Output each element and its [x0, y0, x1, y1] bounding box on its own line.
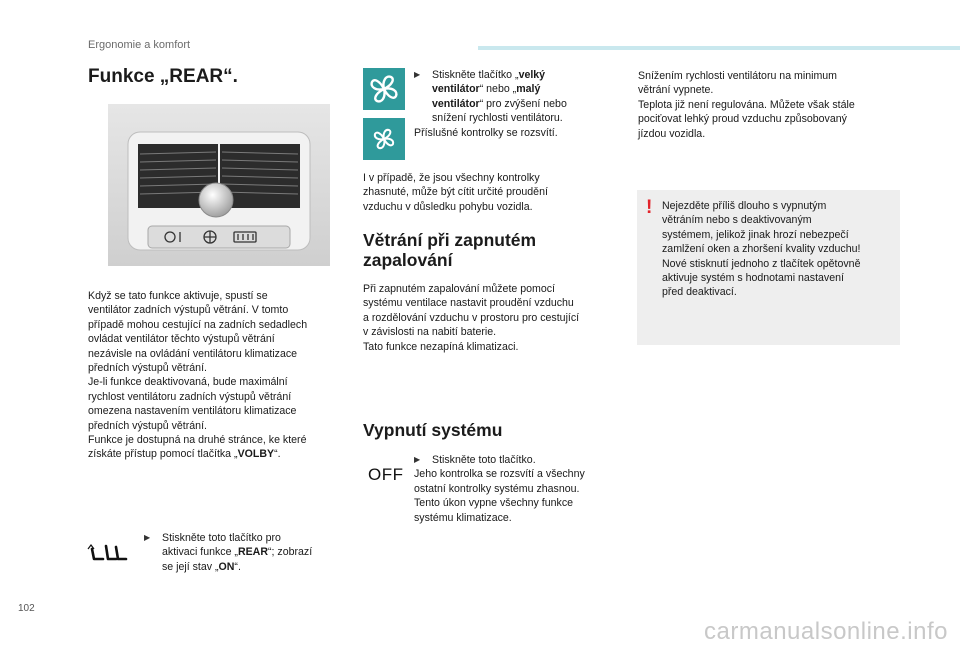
ventilation-description: Při zapnutém zapalování můžete pomocí systému ventilace nastavit proudění vzduchu a rozdělování vzduchu v prostoru pro cestující v závislosti na nabití baterie. Tato funkce nezapíná klimatizaci.: [363, 283, 580, 353]
rear-bullet: ▶ Stiskněte toto tlačítko pro aktivaci funkce „REAR“; zobrazí se její stav „ON“.: [144, 532, 313, 573]
rear-description: Když se tato funkce aktivuje, spustí se ventilátor zadních výstupů větrání. V tomto případě mohou cestující na zadních sedadlech ovládat ventilátor těchto výstupů větrání nezávisle na ovládání ventilátoru klimatizace předních výstupů větrání. Je-li funkce deaktivovaná, bude maximální rychlost ventilátoru zadních výstupů větrání omezena nastavením ventilátoru klimatizace předních výstupů větrání. Funkce je dostupná na druhé stránce, ke které získáte přístup pomocí tlačítka „VOLBY“.: [88, 290, 308, 461]
header-rule: [478, 46, 960, 50]
bullet-arrow-icon: ▶: [144, 533, 151, 542]
lights-off-note: I v případě, že jsou všechny kontrolky zhasnuté, může být cítit určité proudění vzduchu v důsledku pohybu vozidla.: [363, 172, 548, 213]
fan-minimum-note: Snížením rychlosti ventilátoru na minimum větrání vypnete. Teplota již není regulována. Můžete však stále pociťovat lehký proud vzduchu způsobovaný jízdou vozidla.: [638, 70, 855, 140]
fan-bullet: ▶ Stiskněte tlačítko „velký ventilátor“ nebo „malý ventilátor“ pro zvýšení nebo snížení rychlosti ventilátoru. Příslušné kontrolky se rozsvítí.: [414, 69, 567, 139]
warning-icon: !: [646, 197, 653, 218]
rear-seat-icon: [86, 543, 130, 567]
bullet-arrow-icon: ▶: [414, 70, 421, 79]
large-fan-button-icon: [363, 68, 405, 110]
watermark: carmanualsonline.info: [704, 618, 948, 645]
off-bullet: ▶ Stiskněte toto tlačítko. Jeho kontrolka se rozsvítí a všechny ostatní kontrolky systému zhasnou. Tento úkon vypne všechny funkce systému klimatizace.: [414, 454, 585, 524]
bullet-arrow-icon: ▶: [414, 455, 421, 464]
rear-vent-illustration: [108, 104, 330, 266]
rear-title: Funkce „REAR“.: [88, 66, 238, 87]
page-number: 102: [18, 603, 35, 614]
warning-text: Nejezděte příliš dlouho s vypnutým větráním nebo s deaktivovaným systémem, jelikož jinak hrozí nebezpečí zamlžení oken a zhoršení kvality vzduchu! Nové stisknutí jednoho z tlačítek opětovně aktivuje systém s hodnotami nastavení před deaktivací.: [662, 200, 861, 299]
off-button-icon: OFF: [368, 465, 404, 484]
small-fan-button-icon: [363, 118, 405, 160]
section-header: Ergonomie a komfort: [88, 39, 191, 51]
ventilation-title: Větrání při zapnutém zapalování: [363, 230, 537, 270]
system-off-title: Vypnutí systému: [363, 420, 503, 440]
